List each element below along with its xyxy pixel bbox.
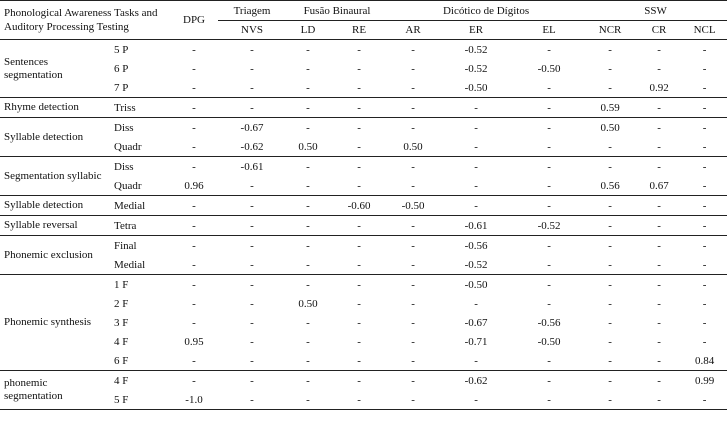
table-row [0, 137, 727, 157]
value-cell: - [702, 316, 707, 329]
value-cell: -0.50 [464, 81, 488, 94]
value-cell: - [514, 98, 584, 118]
subheader-ar: AR [388, 21, 438, 40]
table-row [0, 216, 727, 236]
value-cell: - [170, 157, 218, 177]
value-cell: -0.62 [438, 371, 514, 391]
table-row [0, 176, 727, 196]
value-cell: - [330, 390, 388, 410]
table-row [0, 275, 727, 295]
table-row [0, 371, 727, 391]
value-cell: - [192, 62, 196, 75]
value-cell: - [192, 316, 196, 329]
value-cell: - [547, 354, 551, 367]
value-cell: - [547, 297, 551, 310]
value-cell: - [357, 81, 361, 94]
value-cell: - [474, 140, 478, 153]
table-row [0, 255, 727, 275]
value-cell: -0.50 [388, 196, 438, 216]
value-cell: - [514, 157, 584, 177]
value-cell: - [636, 157, 682, 177]
value-cell: - [250, 179, 254, 192]
table-row [0, 78, 727, 98]
value-cell: - [682, 118, 727, 138]
value-cell: - [388, 118, 438, 138]
test-name-cell: 2 F [114, 297, 129, 310]
value-cell: - [682, 196, 727, 216]
value-cell: - [608, 81, 612, 94]
value-cell: - [682, 275, 727, 295]
value-cell: - [170, 236, 218, 256]
value-cell: - [547, 140, 551, 153]
value-cell: - [170, 40, 218, 60]
value-cell: - [411, 335, 415, 348]
value-cell: - [636, 236, 682, 256]
group-header-fusao-binaural: Fusão Binaural [286, 1, 388, 21]
value-cell: -0.52 [514, 216, 584, 236]
test-name-cell: 4 F [110, 371, 170, 391]
value-cell: 0.92 [649, 81, 669, 94]
subheader-ncl: NCL [682, 21, 727, 40]
value-cell: - [584, 275, 636, 295]
test-name-cell: 5 P [110, 40, 170, 60]
test-name-cell: 1 F [110, 275, 170, 295]
value-cell: - [608, 316, 612, 329]
value-cell: - [170, 196, 218, 216]
value-cell: - [438, 98, 514, 118]
value-cell: - [306, 179, 310, 192]
value-cell: -0.56 [537, 316, 561, 329]
value-cell: - [514, 390, 584, 410]
value-cell: - [170, 371, 218, 391]
value-cell: 0.99 [682, 371, 727, 391]
table-row [0, 157, 727, 177]
value-cell: -0.52 [438, 40, 514, 60]
value-cell: - [286, 118, 330, 138]
value-cell: - [357, 62, 361, 75]
value-cell: - [218, 275, 286, 295]
value-cell: - [411, 62, 415, 75]
task-name-cell: Phonemic synthesis [0, 275, 110, 371]
value-cell: - [514, 371, 584, 391]
value-cell: -0.60 [330, 196, 388, 216]
value-cell: - [438, 196, 514, 216]
value-cell: - [357, 354, 361, 367]
table-row [0, 40, 727, 60]
value-cell: - [547, 81, 551, 94]
value-cell: - [547, 258, 551, 271]
test-name-cell: 5 F [110, 390, 170, 410]
value-cell: - [218, 371, 286, 391]
value-cell: - [657, 335, 661, 348]
value-cell: - [286, 236, 330, 256]
value-cell: - [702, 258, 707, 271]
value-cell: - [584, 196, 636, 216]
value-cell: - [218, 98, 286, 118]
value-cell: - [388, 157, 438, 177]
value-cell: - [438, 390, 514, 410]
value-cell: - [584, 236, 636, 256]
value-cell: - [702, 81, 707, 94]
value-cell: - [657, 258, 661, 271]
value-cell: 0.84 [694, 354, 715, 367]
value-cell: - [218, 390, 286, 410]
value-cell: - [702, 179, 707, 192]
table-row [0, 294, 727, 313]
value-cell: - [514, 236, 584, 256]
dpg-header: DPG [170, 1, 218, 40]
test-name-cell: Medial [110, 196, 170, 216]
task-name-cell: Sentences segmentation [0, 40, 110, 98]
value-cell: - [657, 354, 661, 367]
value-cell: 0.67 [649, 179, 669, 192]
value-cell: -0.71 [464, 335, 488, 348]
value-cell: - [388, 98, 438, 118]
test-name-cell: Tetra [110, 216, 170, 236]
value-cell: - [608, 297, 612, 310]
value-cell: - [388, 371, 438, 391]
value-cell: - [330, 157, 388, 177]
value-cell: - [657, 140, 661, 153]
value-cell: - [547, 179, 551, 192]
value-cell: - [286, 98, 330, 118]
value-cell: - [702, 297, 707, 310]
value-cell: - [702, 140, 707, 153]
value-cell: - [411, 297, 415, 310]
subheader-re: RE [330, 21, 388, 40]
value-cell: -0.61 [218, 157, 286, 177]
value-cell: - [657, 316, 661, 329]
group-header-ssw: SSW [584, 1, 727, 21]
value-cell: - [192, 297, 196, 310]
test-name-cell: 3 F [114, 316, 129, 329]
value-cell: - [286, 216, 330, 236]
value-cell: - [682, 40, 727, 60]
test-name-cell: Quadr [114, 140, 142, 153]
table-row [0, 332, 727, 351]
test-name-cell: Diss [110, 157, 170, 177]
table-header [0, 1, 727, 40]
value-cell: - [388, 216, 438, 236]
task-name-cell: Syllable detection [0, 118, 110, 157]
value-cell: - [682, 157, 727, 177]
value-cell: -0.61 [438, 216, 514, 236]
table-body [0, 40, 727, 410]
value-cell: - [357, 335, 361, 348]
subheader-cr: CR [636, 21, 682, 40]
value-cell: - [388, 40, 438, 60]
value-cell: - [411, 258, 415, 271]
value-cell: - [608, 335, 612, 348]
value-cell: -0.52 [464, 258, 488, 271]
table-row [0, 236, 727, 256]
value-cell: - [636, 98, 682, 118]
value-cell: - [608, 354, 612, 367]
value-cell: - [514, 40, 584, 60]
task-name-cell: Syllable reversal [0, 216, 110, 236]
value-cell: - [250, 62, 254, 75]
table-row [0, 351, 727, 371]
value-cell: - [357, 140, 361, 153]
value-cell: - [388, 390, 438, 410]
value-cell: - [702, 62, 707, 75]
value-cell: -0.67 [218, 118, 286, 138]
test-name-cell: 6 F [114, 354, 129, 367]
value-cell: - [330, 98, 388, 118]
value-cell: - [218, 196, 286, 216]
value-cell: - [306, 354, 310, 367]
value-cell: -0.62 [240, 140, 264, 153]
value-cell: - [286, 275, 330, 295]
task-name-cell: phonemic segmentation [0, 371, 110, 410]
value-cell: - [682, 390, 727, 410]
value-cell: - [306, 62, 310, 75]
value-cell: - [170, 98, 218, 118]
value-cell: 0.56 [600, 179, 620, 192]
value-cell: - [584, 390, 636, 410]
value-cell: - [170, 216, 218, 236]
test-name-cell: Triss [110, 98, 170, 118]
test-name-cell: Diss [110, 118, 170, 138]
test-name-cell: 7 P [114, 81, 129, 94]
value-cell: - [250, 81, 254, 94]
value-cell: - [682, 216, 727, 236]
value-cell: - [357, 316, 361, 329]
table-row [0, 59, 727, 78]
group-header-dicotico-digitos: Dicótico de Dígitos [388, 1, 584, 21]
value-cell: - [286, 40, 330, 60]
value-cell: -0.67 [464, 316, 488, 329]
value-cell: -0.56 [438, 236, 514, 256]
value-cell: - [474, 179, 478, 192]
value-cell: 0.50 [403, 140, 423, 153]
value-cell: - [636, 196, 682, 216]
value-cell: - [250, 316, 254, 329]
value-cell: - [330, 118, 388, 138]
value-cell: - [250, 335, 254, 348]
value-cell: - [438, 118, 514, 138]
value-cell: 0.96 [184, 179, 204, 192]
value-cell: - [411, 179, 415, 192]
value-cell: - [192, 81, 196, 94]
value-cell: - [411, 316, 415, 329]
value-cell: 0.50 [298, 297, 318, 310]
value-cell: - [636, 371, 682, 391]
value-cell: - [170, 275, 218, 295]
table-row [0, 196, 727, 216]
test-name-cell: Quadr [114, 179, 142, 192]
value-cell: - [584, 157, 636, 177]
value-cell: 0.95 [184, 335, 204, 348]
value-cell: - [306, 81, 310, 94]
value-cell: - [192, 258, 196, 271]
value-cell: - [636, 40, 682, 60]
value-cell: -0.50 [438, 275, 514, 295]
value-cell: - [330, 236, 388, 256]
value-cell: - [636, 118, 682, 138]
value-cell: - [330, 216, 388, 236]
table-row [0, 98, 727, 118]
value-cell: - [584, 216, 636, 236]
value-cell: - [411, 354, 415, 367]
value-cell: -0.50 [537, 335, 561, 348]
value-cell: - [218, 40, 286, 60]
value-cell: - [474, 297, 478, 310]
subheader-nvs: NVS [218, 21, 286, 40]
subheader-er: ER [438, 21, 514, 40]
value-cell: - [250, 354, 254, 367]
value-cell: - [388, 236, 438, 256]
table-row [0, 118, 727, 138]
value-cell: - [170, 118, 218, 138]
value-cell: - [584, 40, 636, 60]
value-cell: - [286, 390, 330, 410]
value-cell: - [330, 371, 388, 391]
subheader-ld: LD [286, 21, 330, 40]
value-cell: 0.50 [298, 140, 318, 153]
value-cell: - [514, 275, 584, 295]
value-cell: - [657, 297, 661, 310]
subheader-ncr: NCR [584, 21, 636, 40]
value-cell: - [474, 354, 478, 367]
value-cell: - [286, 371, 330, 391]
value-cell: - [636, 390, 682, 410]
table-row [0, 390, 727, 410]
value-cell: - [388, 275, 438, 295]
value-cell: - [702, 335, 707, 348]
value-cell: - [306, 335, 310, 348]
task-name-cell: Syllable detection [0, 196, 110, 216]
value-cell: - [682, 236, 727, 256]
test-name-cell: Medial [114, 258, 146, 271]
value-cell: - [608, 258, 612, 271]
test-name-cell: Final [110, 236, 170, 256]
value-cell: - [286, 196, 330, 216]
table-row [0, 313, 727, 332]
value-cell: - [218, 236, 286, 256]
value-cell: 0.59 [584, 98, 636, 118]
value-cell: 0.50 [584, 118, 636, 138]
value-cell: - [514, 196, 584, 216]
value-cell: - [330, 40, 388, 60]
value-cell: - [192, 354, 196, 367]
value-cell: - [306, 316, 310, 329]
value-cell: - [514, 118, 584, 138]
value-cell: -0.50 [537, 62, 561, 75]
task-name-cell: Segmentation syllabic [0, 157, 110, 196]
value-cell: -1.0 [170, 390, 218, 410]
test-name-cell: 4 F [114, 335, 129, 348]
value-cell: - [218, 216, 286, 236]
value-cell: - [608, 140, 612, 153]
value-cell: - [250, 258, 254, 271]
subheader-el: EL [514, 21, 584, 40]
value-cell: - [330, 275, 388, 295]
value-cell: - [192, 140, 196, 153]
task-name-cell: Phonemic exclusion [0, 236, 110, 275]
value-cell: - [636, 216, 682, 236]
value-cell: - [584, 371, 636, 391]
task-name-cell: Rhyme detection [0, 98, 110, 118]
value-cell: - [306, 258, 310, 271]
corner-header: Phonological Awareness Tasks and Auditory Processing Testing [4, 7, 158, 33]
value-cell: - [286, 157, 330, 177]
value-cell: - [357, 297, 361, 310]
value-cell: - [357, 258, 361, 271]
value-cell: - [438, 157, 514, 177]
value-cell: - [411, 81, 415, 94]
value-cell: - [250, 297, 254, 310]
value-cell: - [636, 275, 682, 295]
value-cell: - [657, 62, 661, 75]
value-cell: - [682, 98, 727, 118]
value-cell: - [357, 179, 361, 192]
group-header-triagem: Triagem [218, 1, 286, 21]
value-cell: - [608, 62, 612, 75]
value-cell: -0.52 [464, 62, 488, 75]
test-name-cell: 6 P [114, 62, 129, 75]
